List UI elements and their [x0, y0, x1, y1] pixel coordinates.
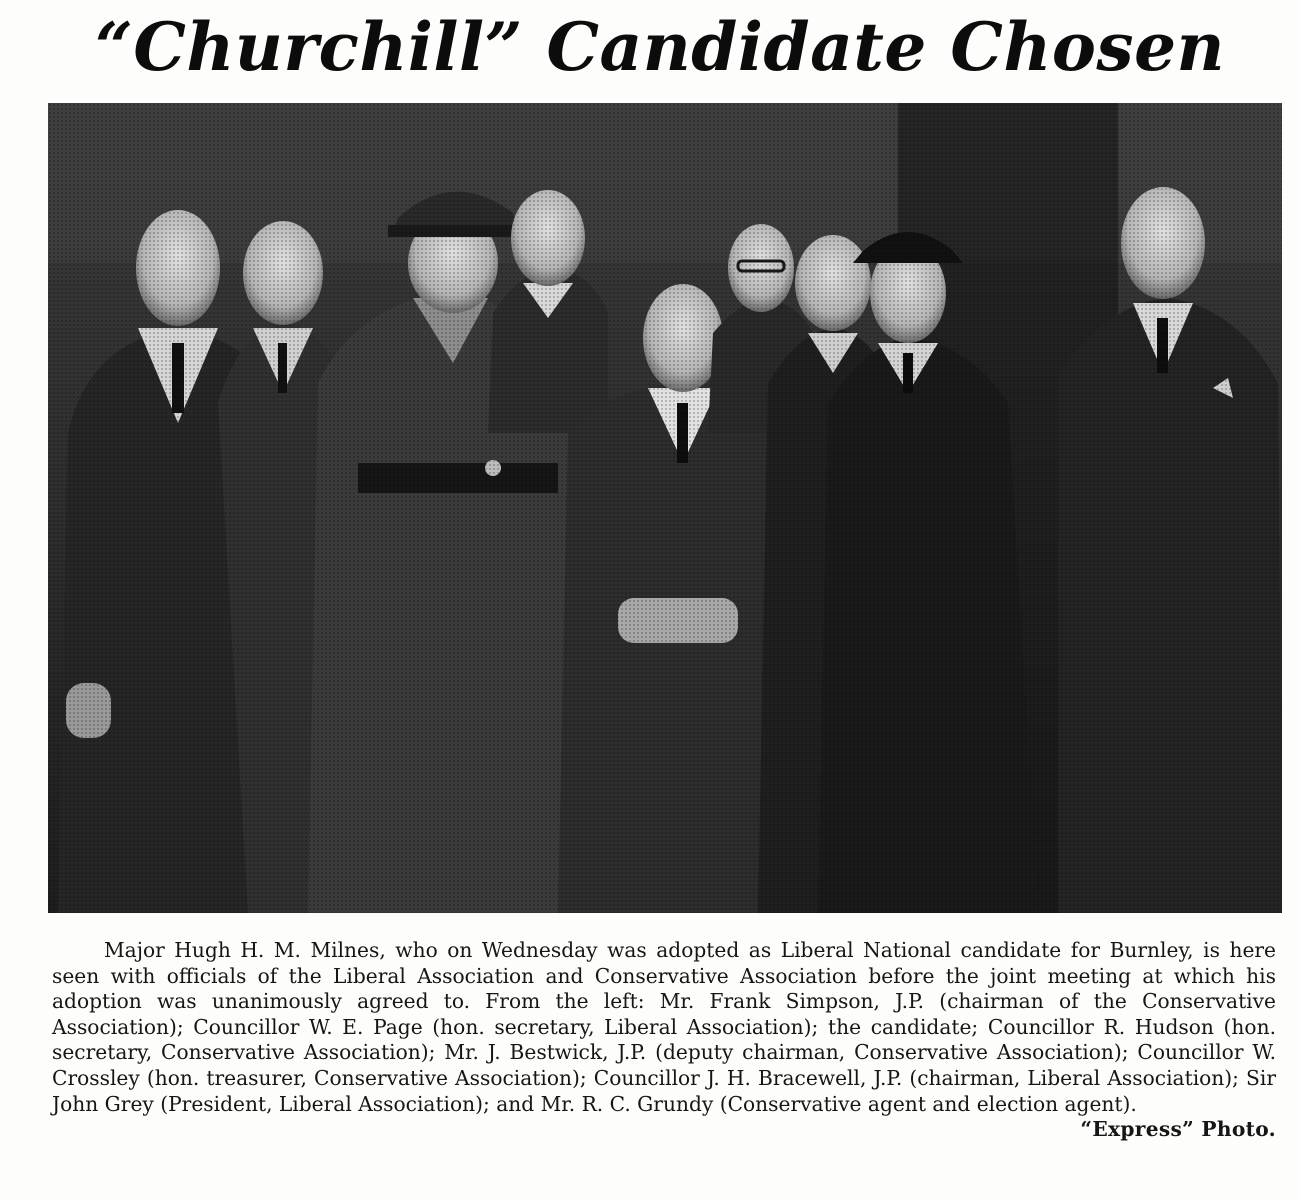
caption-text: Major Hugh H. M. Milnes, who on Wednesday was adopted as Liberal National candidate for Burnley, is here seen with officials of the Liberal Association and Conservative Association before the joint meeting at which his adoption was unanimously agreed to. From the left: Mr. Frank Simpson, J.P. (chairman of the Conservative Association); Councillor W. E. Page (hon. secretary, Liberal Association); the candidate; Councillor R. Hudson (hon. secretary, Conservative Association); Mr. J. Bestwick, J.P. (deputy chairman, Conservative Association); Councillor W. Crossley (hon. treasurer, Conservative Association); Councillor J. H. Bracewell, J.P. (chairman, Liberal Association); Sir John Grey (President, Liberal Association); and Mr. R. C. Grundy (Conservative agent and election agent).	[52, 938, 1276, 1116]
group-photograph	[48, 103, 1282, 913]
photo-caption	[52, 938, 1276, 1178]
headline: “Churchill” Candidate Chosen	[94, 8, 1226, 86]
photo-credit: “Express” Photo.	[1080, 1117, 1276, 1142]
photo-illustration	[48, 103, 1282, 913]
